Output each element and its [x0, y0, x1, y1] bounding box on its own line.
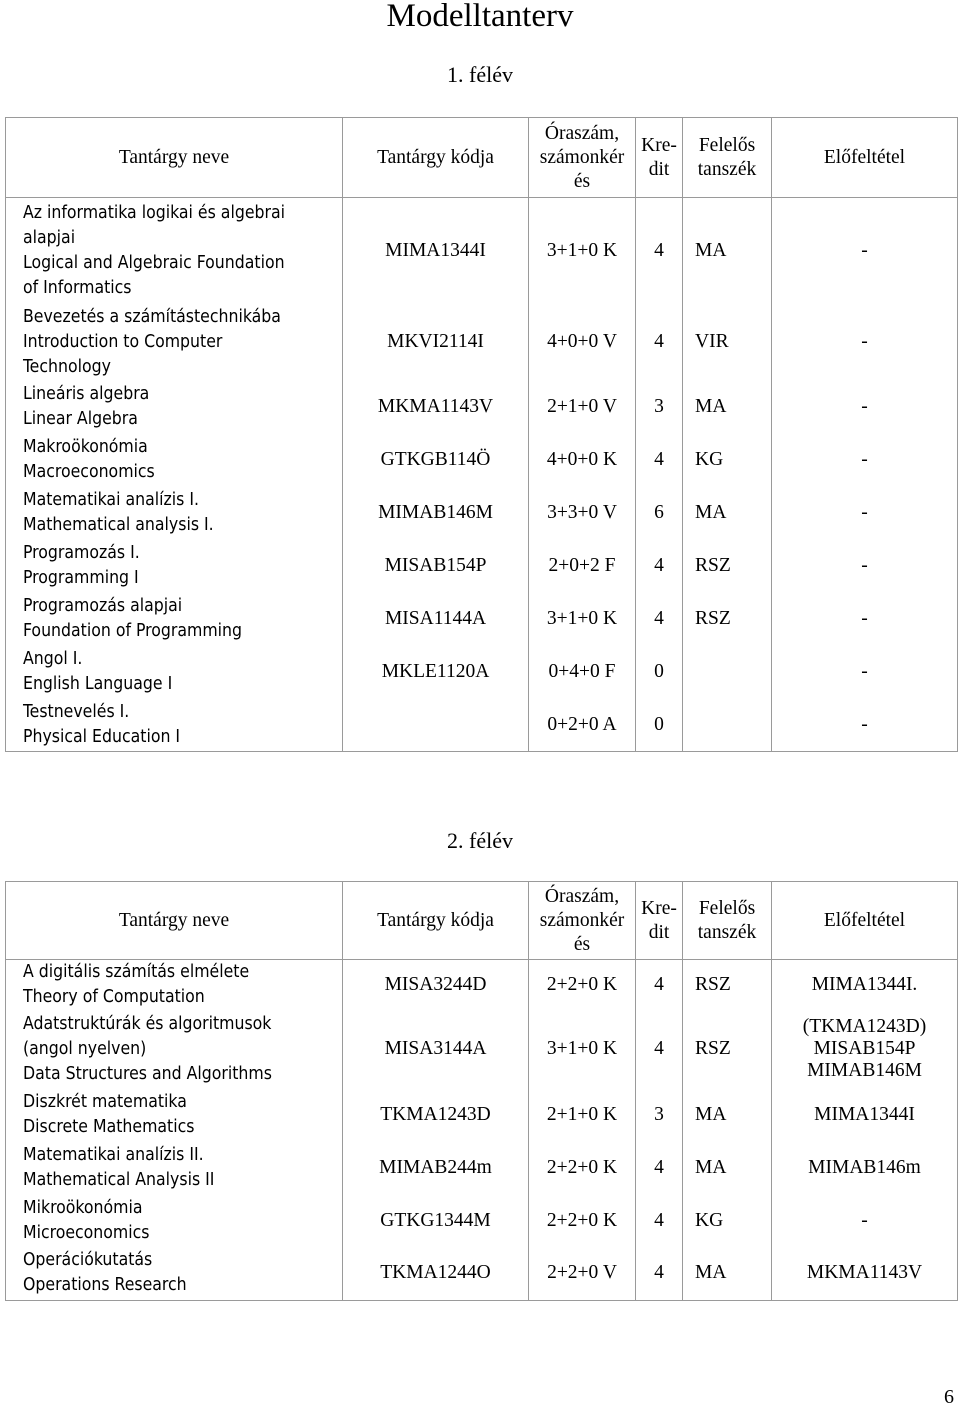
semester-2-table — [5, 881, 958, 1301]
course-row — [6, 646, 958, 699]
course-prerequisite: - — [772, 434, 958, 487]
course-department — [683, 646, 772, 699]
course-department: MA — [683, 1088, 772, 1141]
course-prerequisite: - — [772, 381, 958, 434]
course-name: Lineáris algebra Linear Algebra — [6, 381, 343, 434]
header-name: Tantárgy neve — [6, 118, 343, 198]
course-row — [6, 1088, 958, 1141]
semester-1-table — [5, 117, 958, 752]
course-credit: 4 — [636, 593, 683, 646]
course-row — [6, 1141, 958, 1194]
header-hours: Óraszám, számonkér és — [529, 118, 636, 198]
course-prerequisite: MIMA1344I — [772, 1088, 958, 1141]
course-credit: 4 — [636, 434, 683, 487]
course-code: MIMA1344I — [343, 198, 529, 304]
course-name: Operációkutatás Operations Research — [6, 1247, 343, 1300]
course-row — [6, 593, 958, 646]
course-credit: 4 — [636, 1247, 683, 1300]
course-code: MKMA1143V — [343, 381, 529, 434]
course-credit: 0 — [636, 646, 683, 699]
course-department: VIR — [683, 304, 772, 381]
header-prereq: Előfeltétel — [772, 882, 958, 960]
course-hours: 2+1+0 V — [529, 381, 636, 434]
course-hours: 3+3+0 V — [529, 487, 636, 540]
course-hours: 3+1+0 K — [529, 593, 636, 646]
course-row — [6, 304, 958, 381]
course-name: Makroökonómia Macroeconomics — [6, 434, 343, 487]
course-code: MISA3144A — [343, 1010, 529, 1088]
course-credit: 3 — [636, 381, 683, 434]
page-title: Modelltanterv — [386, 0, 574, 34]
course-row — [6, 1194, 958, 1247]
header-code: Tantárgy kódja — [343, 118, 529, 198]
course-department: RSZ — [683, 1010, 772, 1088]
page-number: 6 — [944, 1386, 954, 1408]
course-code — [343, 699, 529, 752]
course-department: MA — [683, 381, 772, 434]
course-prerequisite: - — [772, 198, 958, 304]
course-name: Bevezetés a számítástechnikába Introduction to Computer Technology — [6, 304, 343, 381]
semester-1-heading: 1. félév — [447, 62, 513, 87]
course-code: MIMAB146M — [343, 487, 529, 540]
course-name: A digitális számítás elmélete Theory of Computation — [6, 960, 343, 1011]
course-name: Adatstruktúrák és algoritmusok (angol nyelven) Data Structures and Algorithms — [6, 1010, 343, 1088]
course-row — [6, 487, 958, 540]
course-code: GTKG1344M — [343, 1194, 529, 1247]
header-credit: Kre- dit — [636, 118, 683, 198]
course-prerequisite: (TKMA1243D) MISAB154P MIMAB146M — [772, 1010, 958, 1088]
course-hours: 4+0+0 V — [529, 304, 636, 381]
course-code: MISA3244D — [343, 960, 529, 1011]
course-name: Testnevelés I. Physical Education I — [6, 699, 343, 752]
header-credit: Kre- dit — [636, 882, 683, 960]
course-credit: 0 — [636, 699, 683, 752]
course-department: RSZ — [683, 960, 772, 1011]
course-name: Angol I. English Language I — [6, 646, 343, 699]
course-code: MKLE1120A — [343, 646, 529, 699]
course-prerequisite: - — [772, 593, 958, 646]
course-hours: 2+2+0 K — [529, 960, 636, 1011]
course-row — [6, 699, 958, 752]
course-hours: 2+0+2 F — [529, 540, 636, 593]
course-row — [6, 198, 958, 304]
course-code: TKMA1244O — [343, 1247, 529, 1300]
course-row — [6, 434, 958, 487]
course-credit: 4 — [636, 1141, 683, 1194]
course-code: TKMA1243D — [343, 1088, 529, 1141]
course-credit: 4 — [636, 960, 683, 1011]
course-hours: 0+4+0 F — [529, 646, 636, 699]
course-credit: 6 — [636, 487, 683, 540]
course-name: Diszkrét matematika Discrete Mathematics — [6, 1088, 343, 1141]
header-dept: Felelős tanszék — [683, 882, 772, 960]
course-department — [683, 699, 772, 752]
course-name: Matematikai analízis II. Mathematical Analysis II — [6, 1141, 343, 1194]
course-hours: 2+2+0 V — [529, 1247, 636, 1300]
course-name: Matematikai analízis I. Mathematical analysis I. — [6, 487, 343, 540]
course-prerequisite: MIMA1344I. — [772, 960, 958, 1011]
semester-2-heading: 2. félév — [447, 828, 513, 853]
course-department: RSZ — [683, 540, 772, 593]
course-name: Mikroökonómia Microeconomics — [6, 1194, 343, 1247]
course-row — [6, 960, 958, 1011]
course-row — [6, 540, 958, 593]
course-prerequisite: - — [772, 540, 958, 593]
course-department: MA — [683, 1247, 772, 1300]
course-prerequisite: - — [772, 304, 958, 381]
course-department: KG — [683, 1194, 772, 1247]
course-hours: 0+2+0 A — [529, 699, 636, 752]
course-department: MA — [683, 487, 772, 540]
course-code: GTKGB114Ö — [343, 434, 529, 487]
table-header-row — [6, 882, 958, 960]
header-hours: Óraszám, számonkér és — [529, 882, 636, 960]
course-prerequisite: - — [772, 699, 958, 752]
course-name: Programozás alapjai Foundation of Programming — [6, 593, 343, 646]
course-name: Programozás I. Programming I — [6, 540, 343, 593]
course-row — [6, 1247, 958, 1300]
course-row — [6, 1010, 958, 1088]
header-name: Tantárgy neve — [6, 882, 343, 960]
course-department: MA — [683, 1141, 772, 1194]
course-hours: 2+2+0 K — [529, 1194, 636, 1247]
course-department: RSZ — [683, 593, 772, 646]
course-prerequisite: MKMA1143V — [772, 1247, 958, 1300]
course-hours: 2+1+0 K — [529, 1088, 636, 1141]
course-hours: 4+0+0 K — [529, 434, 636, 487]
course-code: MISAB154P — [343, 540, 529, 593]
course-credit: 3 — [636, 1088, 683, 1141]
course-hours: 3+1+0 K — [529, 198, 636, 304]
course-hours: 3+1+0 K — [529, 1010, 636, 1088]
course-credit: 4 — [636, 1194, 683, 1247]
course-name: Az informatika logikai és algebrai alapjai Logical and Algebraic Foundation of Informatics — [6, 198, 343, 304]
course-credit: 4 — [636, 304, 683, 381]
course-credit: 4 — [636, 198, 683, 304]
course-department: KG — [683, 434, 772, 487]
course-credit: 4 — [636, 540, 683, 593]
course-hours: 2+2+0 K — [529, 1141, 636, 1194]
course-prerequisite: - — [772, 487, 958, 540]
course-code: MKVI2114I — [343, 304, 529, 381]
header-code: Tantárgy kódja — [343, 882, 529, 960]
course-prerequisite: - — [772, 1194, 958, 1247]
course-row — [6, 381, 958, 434]
course-prerequisite: MIMAB146m — [772, 1141, 958, 1194]
course-prerequisite: - — [772, 646, 958, 699]
course-code: MISA1144A — [343, 593, 529, 646]
course-department: MA — [683, 198, 772, 304]
course-credit: 4 — [636, 1010, 683, 1088]
course-code: MIMAB244m — [343, 1141, 529, 1194]
table-header-row — [6, 118, 958, 198]
header-prereq: Előfeltétel — [772, 118, 958, 198]
header-dept: Felelős tanszék — [683, 118, 772, 198]
